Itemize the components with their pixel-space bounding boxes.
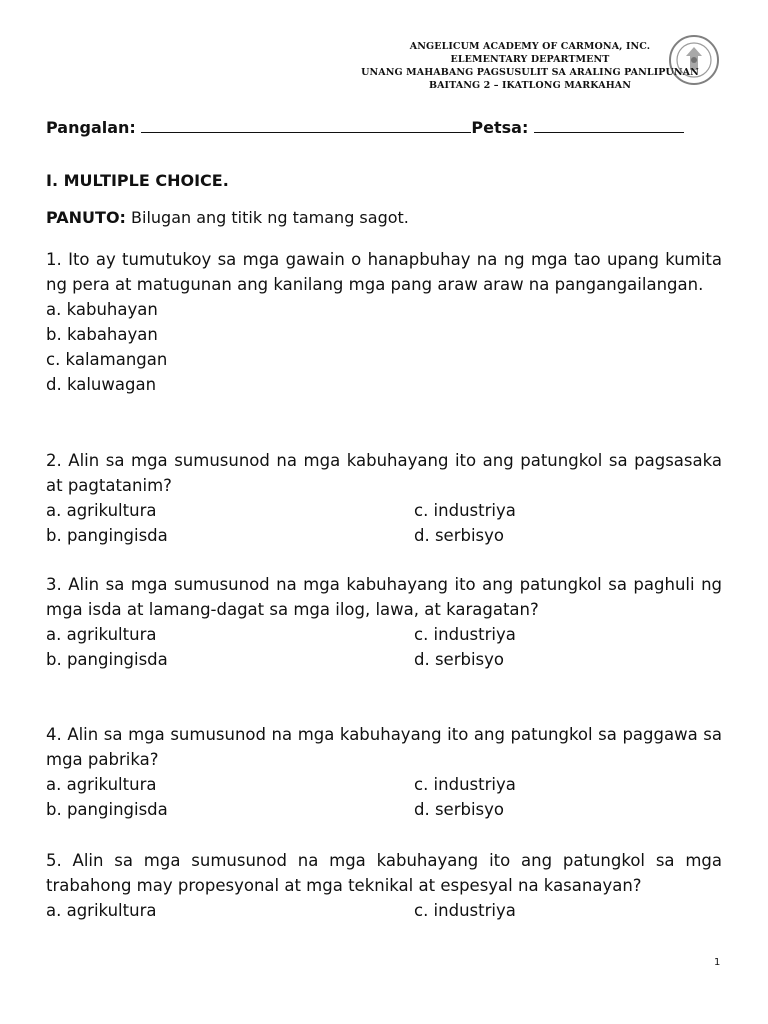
school-name: ANGELICUM ACADEMY OF CARMONA, INC. [409,41,651,52]
choice-a[interactable]: a. agrikultura [46,501,157,520]
page-number: 1 [714,957,721,968]
date-label: Petsa: [471,118,529,137]
department-name: ELEMENTARY DEPARTMENT [450,54,610,65]
choice-c[interactable]: c. kalamangan [46,350,168,369]
choice-row [46,898,722,923]
choice-c[interactable]: c. industriya [414,901,516,920]
grade-quarter: BAITANG 2 – IKATLONG MARKAHAN [428,80,632,91]
choice-d[interactable]: d. serbisyo [414,800,505,819]
choice-a[interactable]: a. agrikultura [46,901,157,920]
question-text: 5. Alin sa mga sumusunod na mga kabuhayang ito ang patungkol sa mga trabahong may propesyonal at mga teknikal at espesyal na kasanayan? [46,851,722,895]
choice-row [46,498,722,523]
question-5 [46,848,722,923]
instruction-text: Bilugan ang titik ng tamang sagot. [125,208,409,227]
choice-c[interactable]: c. industriya [414,501,516,520]
question-text: 4. Alin sa mga sumusunod na mga kabuhayang ito ang patungkol sa paggawa sa mga pabrika? [46,725,722,769]
choice-a[interactable]: a. agrikultura [46,775,157,794]
choice-row [46,622,722,647]
choice-b[interactable]: b. pangingisda [46,650,168,669]
section-title: I. MULTIPLE CHOICE. [46,171,229,190]
name-field[interactable] [141,118,471,133]
choice-b[interactable]: b. pangingisda [46,800,168,819]
question-2 [46,448,722,548]
choice-b[interactable]: b. kabahayan [46,325,158,344]
choice-d[interactable]: d. kaluwagan [46,375,157,394]
instruction-label: PANUTO: [46,208,126,227]
choice-a[interactable]: a. kabuhayan [46,300,158,319]
choice-c[interactable]: c. industriya [414,775,516,794]
date-field[interactable] [534,118,684,133]
question-text: 2. Alin sa mga sumusunod na mga kabuhayang ito ang patungkol sa pagsasaka at pagtatanim? [46,451,722,495]
choice-row [46,797,722,822]
exam-title: UNANG MAHABANG PAGSUSULIT SA ARALING PANLIPUNAN [361,67,699,78]
choice-row [46,523,722,548]
choice-d[interactable]: d. serbisyo [414,650,505,669]
question-1 [46,247,722,397]
name-date-line [46,118,684,137]
choice-b[interactable]: b. pangingisda [46,526,168,545]
choice-row [46,772,722,797]
question-text: 3. Alin sa mga sumusunod na mga kabuhayang ito ang patungkol sa paghuli ng mga isda at lamang-dagat sa mga ilog, lawa, at karagatan? [46,575,722,619]
name-label: Pangalan: [46,118,136,137]
instructions [46,208,409,227]
choice-c[interactable]: c. industriya [414,625,516,644]
school-header [330,40,730,92]
question-3 [46,572,722,672]
choice-a[interactable]: a. agrikultura [46,625,157,644]
question-text: 1. Ito ay tumutukoy sa mga gawain o hanapbuhay na ng mga tao upang kumita ng pera at matugunan ang kanilang mga pang araw araw na pangangailangan. [46,250,722,294]
choice-row [46,647,722,672]
choice-d[interactable]: d. serbisyo [414,526,505,545]
question-4 [46,722,722,822]
